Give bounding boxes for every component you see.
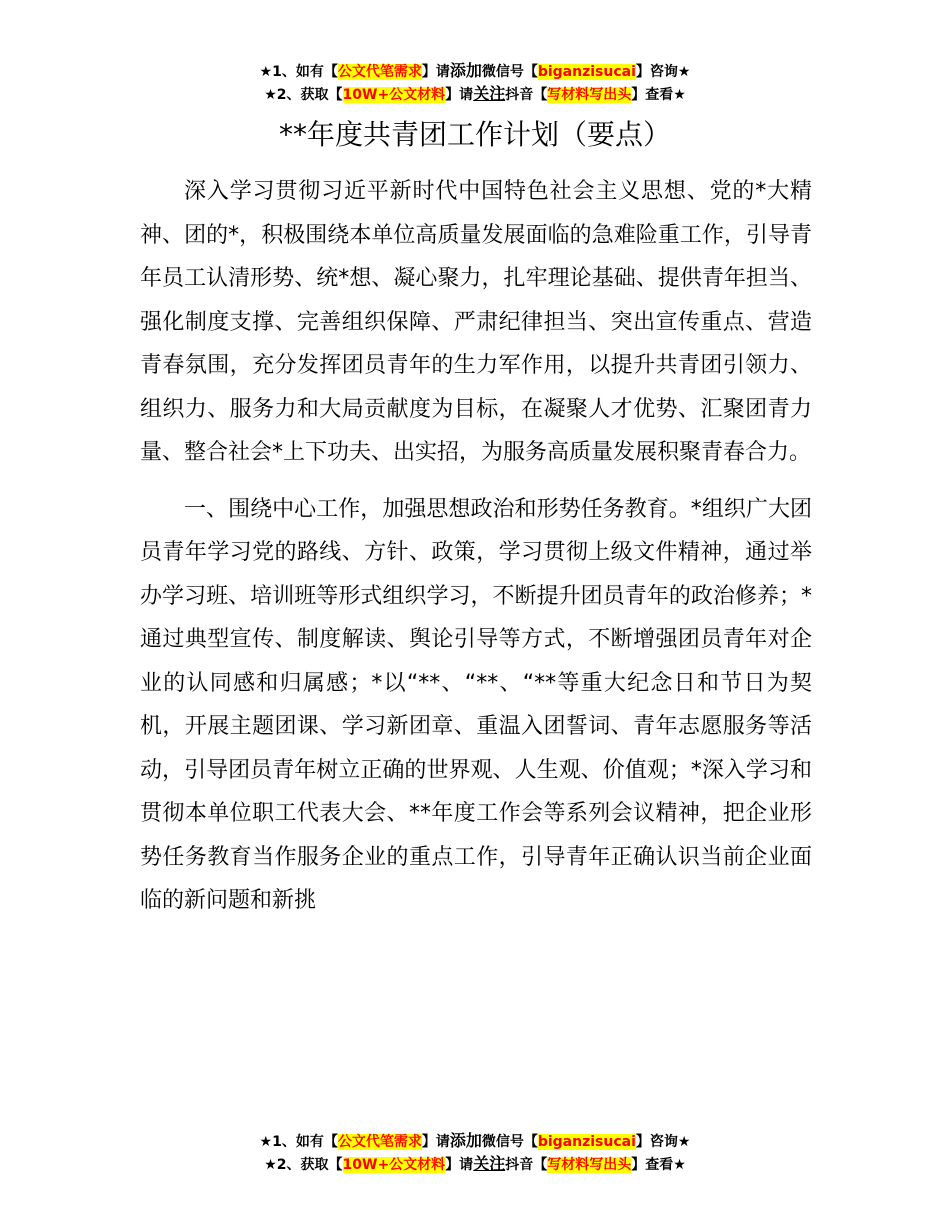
banner-line-1-highlight-service: 公文代笔需求	[337, 64, 422, 80]
banner-line-2-highlight-douyin: 写材料写出头	[547, 87, 632, 103]
banner-line-2-highlight-materials: 10W+公文材料	[342, 87, 446, 103]
header-banner	[0, 60, 950, 106]
footer-line-2-mid2: 抖音【	[505, 1157, 548, 1173]
banner-line-1-highlight-wechat: biganzisucai	[537, 64, 636, 80]
footer-line-1-highlight-service: 公文代笔需求	[337, 1134, 422, 1150]
banner-line-1-mid2: 微信号【	[481, 64, 538, 80]
banner-line-2	[0, 83, 950, 106]
document-title: **年度共青团工作计划（要点）	[278, 118, 671, 151]
footer-line-1-prefix: ★1、如有【	[259, 1134, 338, 1150]
footer-line-2-prefix: ★2、获取【	[264, 1157, 343, 1173]
banner-line-1-emphasis: 添加	[449, 61, 482, 80]
banner-line-2-mid: 】请	[445, 87, 474, 103]
footer-line-2	[0, 1153, 950, 1176]
banner-line-2-mid2: 抖音【	[505, 87, 548, 103]
banner-line-1-suffix: 】咨询★	[635, 64, 691, 80]
footer-banner	[0, 1130, 950, 1176]
footer-line-2-highlight-douyin: 写材料写出头	[547, 1157, 632, 1173]
banner-line-2-emphasis: 关注	[473, 84, 506, 103]
footer-line-2-emphasis: 关注	[473, 1154, 506, 1173]
section-one-paragraph: 一、围绕中心工作，加强思想政治和形势任务教育。*组织广大团员青年学习党的路线、方针、政策，学习贯彻上级文件精神，通过举办学习班、培训班等形式组织学习，不断提升团员青年的政治修养；*通过典型宣传、制度解读、舆论引导等方式，不断增强团员青年对企业的认同感和归属感；*以“**、“**、“**等重大纪念日和节日为契机，开展主题团课、学习新团章、重温入团誓词、青年志愿服务等活动，引导团员青年树立正确的世界观、人生观、价值观；*深入学习和贯彻本单位职工代表大会、**年度工作会等系列会议精神，把企业形势任务教育当作服务企业的重点工作，引导青年正确认识当前企业面临的新问题和新挑	[140, 496, 812, 913]
banner-line-2-suffix: 】查看★	[631, 87, 686, 103]
footer-line-1-mid2: 微信号【	[481, 1134, 538, 1150]
footer-line-2-suffix: 】查看★	[631, 1157, 686, 1173]
document-body	[140, 170, 812, 936]
footer-line-1-highlight-wechat: biganzisucai	[537, 1134, 636, 1150]
footer-line-1-emphasis: 添加	[449, 1131, 482, 1150]
banner-line-1-mid: 】请	[421, 64, 450, 80]
footer-line-1-suffix: 】咨询★	[635, 1134, 691, 1150]
banner-line-1	[0, 60, 950, 83]
intro-paragraph: 深入学习贯彻习近平新时代中国特色社会主义思想、党的*大精神、团的*，积极围绕本单位高质量发展面临的急难险重工作，引导青年员工认清形势、统*想、凝心聚力，扎牢理论基础、提供青年担当、强化制度支撑、完善组织保障、严肃纪律担当、突出宣传重点、营造青春氛围，充分发挥团员青年的生力军作用，以提升共青团引领力、组织力、服务力和大局贡献度为目标，在凝聚人才优势、汇聚团青力量、整合社会*上下功夫、出实招，为服务高质量发展积聚青春合力。	[140, 179, 812, 465]
footer-line-2-mid: 】请	[445, 1157, 474, 1173]
footer-line-1	[0, 1130, 950, 1153]
footer-line-1-mid: 】请	[421, 1134, 450, 1150]
banner-line-1-prefix: ★1、如有【	[259, 64, 338, 80]
footer-line-2-highlight-materials: 10W+公文材料	[342, 1157, 446, 1173]
banner-line-2-prefix: ★2、获取【	[264, 87, 343, 103]
